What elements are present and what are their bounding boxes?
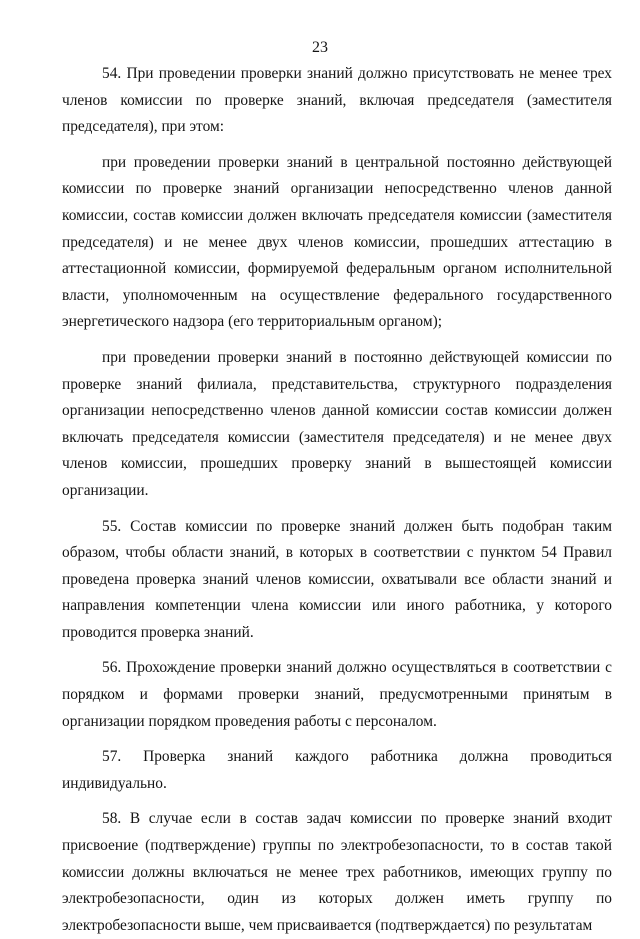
paragraph-57: 57. Проверка знаний каждого работника должна проводиться индивидуально. [62,748,612,792]
paragraph-spacer [62,141,612,150]
document-body [62,61,612,939]
page-number: 23 [312,39,328,56]
paragraph-58: 58. В случае если в состав задач комиссии по проверке знаний входит присвоение (подтверждение) группы по электробезопасности, то в состав такой комиссии должны включаться не менее трех работников, имеющих группу по электробезопасности, один из которых должен иметь группу по электробезопасности выше, чем присваивается (подтверждается) по результатам [62,810,612,934]
paragraph-spacer [62,797,612,806]
paragraph-central-commission: при проведении проверки знаний в центральной постоянно действующей комиссии по проверке знаний организации непосредственно членов данной комиссии, состав комиссии должен включать председателя комиссии (заместителя председателя) и не менее двух членов комиссии, прошедших аттестацию в аттестационной комиссии, формируемой федеральным органом исполнительной власти, уполномоченным на осуществление федерального государственного энергетического надзора (его территориальным органом); [62,153,612,331]
paragraph-55: 55. Состав комиссии по проверке знаний должен быть подобран таким образом, чтобы области знаний, в которых в соответствии с пунктом 54 Правил проведена проверка знаний членов комиссии, охватывали все области знаний и направления компетенции члена комиссии или иного работника, у которого проводится проверка знаний. [62,517,612,641]
paragraph-spacer [62,505,612,514]
paragraph-54: 54. При проведении проверки знаний должно присутствовать не менее трех членов комиссии по проверке знаний, включая председателя (заместителя председателя), при этом: [62,65,612,136]
paragraph-spacer [62,646,612,655]
paragraph-spacer [62,735,612,744]
paragraph-56: 56. Прохождение проверки знаний должно осуществляться в соответствии с порядком и формами проверки знаний, предусмотренными принятым в организации порядком проведения работы с персоналом. [62,659,612,730]
paragraph-spacer [62,336,612,345]
paragraph-branch-commission: при проведении проверки знаний в постоянно действующей комиссии по проверке знаний филиала, представительства, структурного подразделения организации непосредственно членов данной комиссии состав комиссии должен включать председателя комиссии (заместителя председателя) и не менее двух членов комиссии, прошедших проверку знаний в вышестоящей комиссии организации. [62,348,612,499]
